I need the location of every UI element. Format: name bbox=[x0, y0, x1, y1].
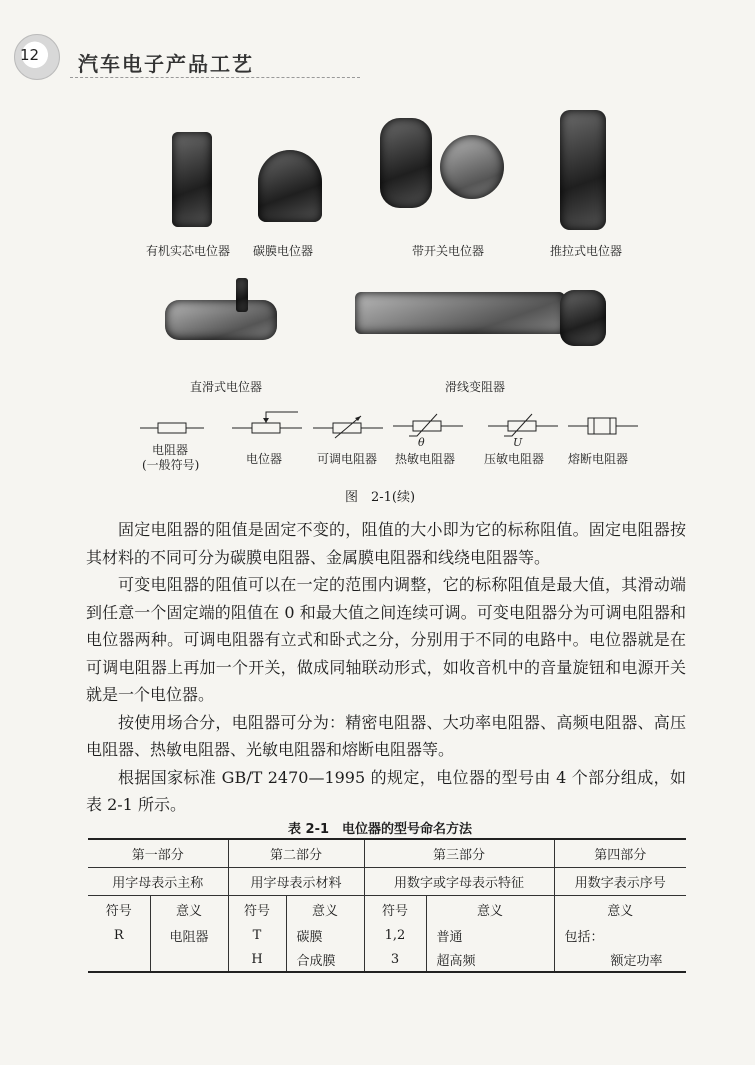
header-part-2: 第二部分 bbox=[228, 839, 364, 868]
caption-straight-slide: 直滑式电位器 bbox=[190, 380, 263, 394]
label-varistor: 压敏电阻器 bbox=[484, 452, 545, 466]
col-symbol-1: 符号 bbox=[88, 896, 150, 924]
description-part-2: 用字母表示材料 bbox=[228, 868, 364, 896]
body-text bbox=[86, 516, 686, 819]
rheostat-image bbox=[355, 292, 565, 334]
cell-p2-meaning: 合成膜 bbox=[286, 947, 364, 972]
cell-p1-meaning bbox=[150, 947, 228, 972]
naming-table bbox=[88, 838, 686, 973]
caption-push-pull: 推拉式电位器 bbox=[550, 244, 623, 258]
table-row-descriptions bbox=[88, 868, 686, 896]
table-row bbox=[88, 947, 686, 972]
straight-slide-potentiometer-image bbox=[165, 300, 277, 340]
varistor-symbol bbox=[488, 412, 558, 452]
thermistor-symbol bbox=[393, 412, 463, 452]
col-symbol-3: 符号 bbox=[364, 896, 426, 924]
table-row-parts bbox=[88, 839, 686, 868]
description-part-3: 用数字或字母表示特征 bbox=[364, 868, 554, 896]
label-potentiometer: 电位器 bbox=[246, 452, 283, 466]
cell-p4-meaning: 额定功率 bbox=[554, 947, 686, 972]
paragraph-fixed-resistor: 固定电阻器的阻值是固定不变的，阻值的大小即为它的标称阻值。固定电阻器按其材料的不同可分为碳膜电阻器、金属膜电阻器和线绕电阻器等。 bbox=[86, 520, 686, 567]
u-mark: U bbox=[513, 436, 523, 449]
straight-slide-knob-image bbox=[236, 278, 248, 312]
page-header bbox=[0, 0, 755, 90]
potentiometer-symbol bbox=[232, 406, 302, 438]
table-title: 表 2-1 电位器的型号命名方法 bbox=[288, 822, 473, 837]
figure-caption: 图 2-1(续) bbox=[345, 490, 416, 505]
fuse-resistor-symbol bbox=[568, 414, 638, 438]
table-row bbox=[88, 923, 686, 947]
label-adjustable: 可调电阻器 bbox=[317, 452, 378, 466]
paragraph-usage-classification: 按使用场合分，电阻器可分为：精密电阻器、大功率电阻器、高频电阻器、高压电阻器、热敏电阻器、光敏电阻器和熔断电阻器等。 bbox=[86, 712, 686, 759]
caption-carbon-film: 碳膜电位器 bbox=[253, 244, 314, 258]
description-part-1: 用字母表示主称 bbox=[88, 868, 228, 896]
cell-p4-meaning: 包括： bbox=[554, 923, 686, 947]
cell-p3-symbol: 1,2 bbox=[364, 923, 426, 947]
book-title: 汽车电子产品工艺 bbox=[78, 52, 254, 76]
cell-p1-meaning: 电阻器 bbox=[150, 923, 228, 947]
header-part-4: 第四部分 bbox=[554, 839, 686, 868]
push-pull-potentiometer-image bbox=[560, 110, 606, 230]
description-part-4: 用数字表示序号 bbox=[554, 868, 686, 896]
organic-solid-potentiometer-image bbox=[172, 132, 212, 227]
col-meaning-4: 意义 bbox=[554, 896, 686, 924]
cell-p1-symbol bbox=[88, 947, 150, 972]
cell-p3-symbol: 3 bbox=[364, 947, 426, 972]
caption-organic-solid: 有机实芯电位器 bbox=[146, 244, 231, 258]
header-rule bbox=[70, 77, 360, 78]
resistor-symbol bbox=[140, 418, 204, 438]
caption-with-switch: 带开关电位器 bbox=[412, 244, 485, 258]
paragraph-national-standard: 根据国家标准 GB/T 2470—1995 的规定，电位器的型号由 4 个部分组成，如表 2-1 所示。 bbox=[86, 767, 686, 814]
col-symbol-2: 符号 bbox=[228, 896, 286, 924]
cell-p1-symbol: R bbox=[88, 923, 150, 947]
carbon-film-potentiometer-image bbox=[258, 150, 322, 222]
adjustable-resistor-symbol bbox=[313, 412, 383, 442]
header-part-3: 第三部分 bbox=[364, 839, 554, 868]
paragraph-variable-resistor: 可变电阻器的阻值可以在一定的范围内调整，它的标称阻值是最大值，其滑动端到任意一个固定端的阻值在 0 和最大值之间连续可调。可变电阻器分为可调电阻器和电位器两种。可调电阻器有立式和卧式之分，分别用于不同的电路中。电位器就是在可调电阻器上再加一个开关，做成同轴联动形式，如收音机中的音量旋钮和电源开关就是一个电位器。 bbox=[86, 575, 686, 704]
caption-rheostat: 滑线变阻器 bbox=[445, 380, 506, 394]
label-fuse: 熔断电阻器 bbox=[568, 452, 629, 466]
col-meaning-1: 意义 bbox=[150, 896, 228, 924]
switch-potentiometer-image bbox=[380, 118, 432, 208]
cell-p3-meaning: 普通 bbox=[426, 923, 554, 947]
cell-p2-symbol: H bbox=[228, 947, 286, 972]
rheostat-end-image bbox=[560, 290, 606, 346]
cell-p2-meaning: 碳膜 bbox=[286, 923, 364, 947]
theta-mark: θ bbox=[418, 436, 425, 449]
label-resistor-general: (一般符号) bbox=[142, 458, 200, 472]
col-meaning-3: 意义 bbox=[426, 896, 554, 924]
page-number: 12 bbox=[20, 46, 40, 64]
table-row-column-headers bbox=[88, 896, 686, 924]
label-resistor: 电阻器 bbox=[152, 443, 189, 457]
cell-p3-meaning: 超高频 bbox=[426, 947, 554, 972]
header-part-1: 第一部分 bbox=[88, 839, 228, 868]
col-meaning-2: 意义 bbox=[286, 896, 364, 924]
cell-p2-symbol: T bbox=[228, 923, 286, 947]
label-thermistor: 热敏电阻器 bbox=[395, 452, 456, 466]
switch-potentiometer-open-image bbox=[440, 135, 504, 199]
